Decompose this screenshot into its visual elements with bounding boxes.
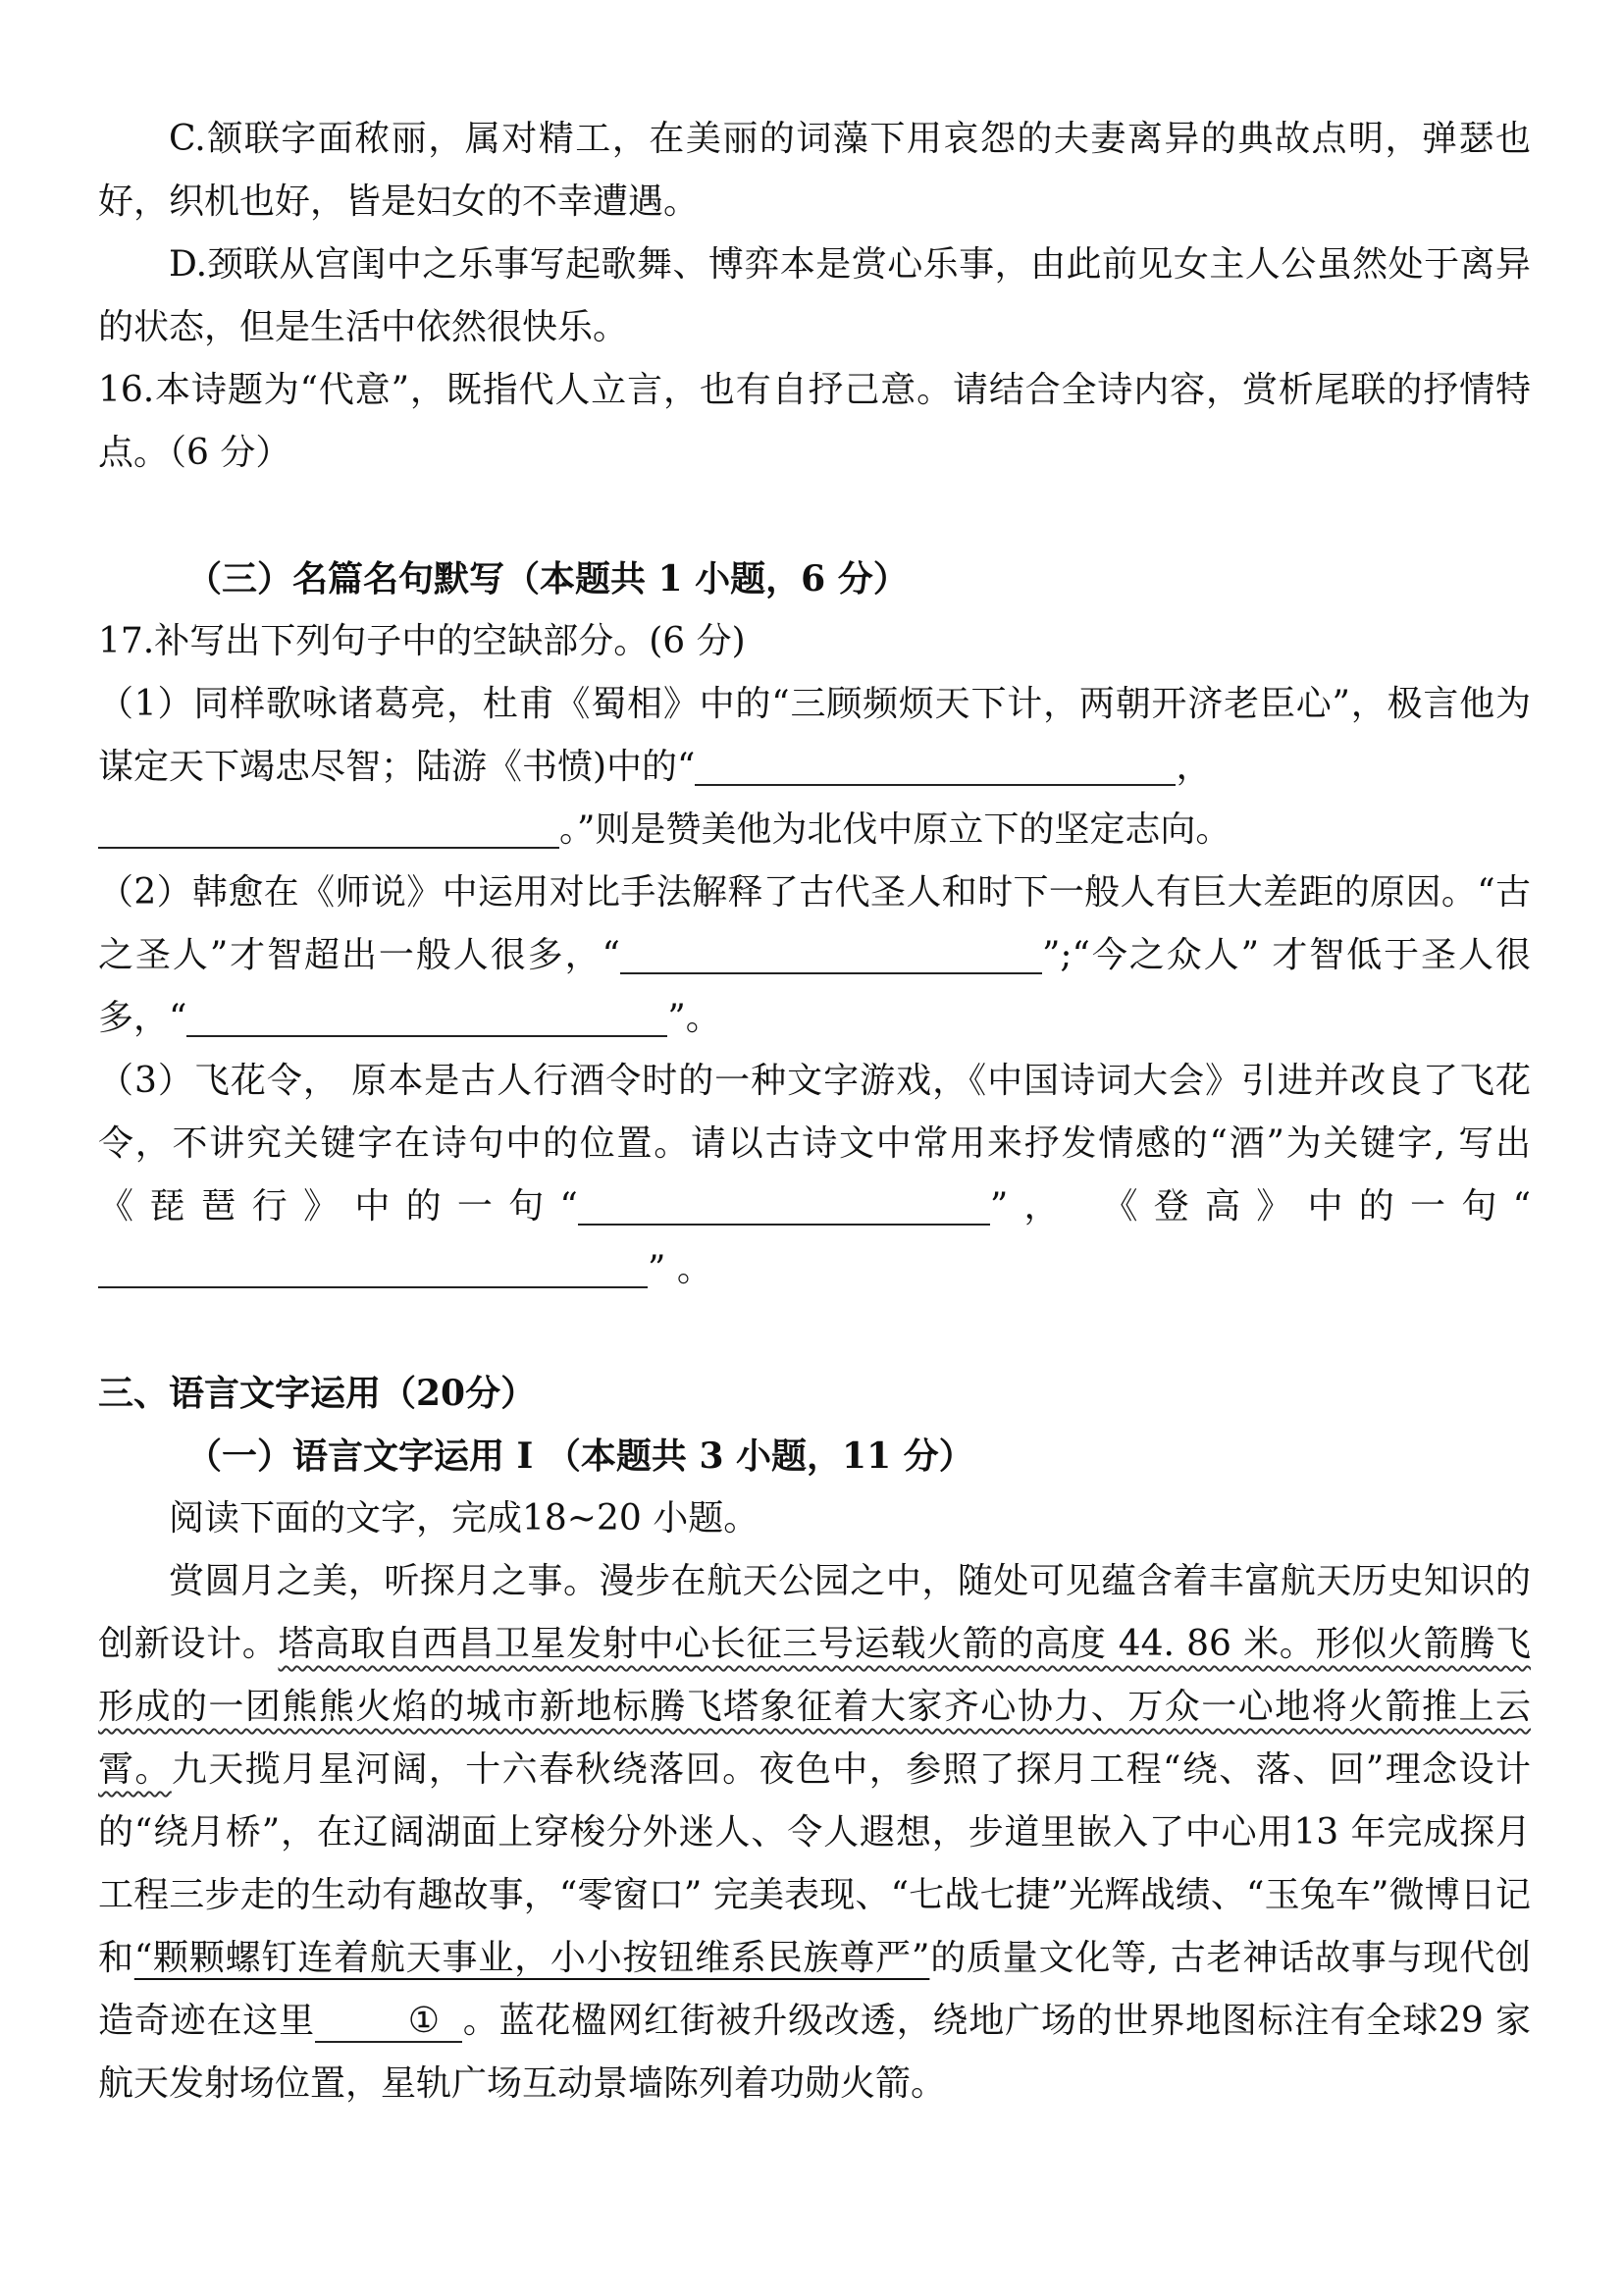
answer-blank[interactable] [695,741,1176,786]
reading-instruction: 阅读下面的文字，完成18~20 小题。 [169,1498,759,1539]
answer-blank[interactable] [620,929,1042,974]
part-3-title: 三、语言文字运用（20分） [98,1373,537,1414]
answer-blank[interactable] [98,1243,648,1288]
answer-blank[interactable] [578,1180,990,1226]
answer-blank[interactable] [98,804,559,849]
q15-option-d: D.颈联从宫闺中之乐事写起歌舞、博弈本是赏心乐事，由此前见女主人公虽然处于离异的状态，但是生活中依然很快乐。 [98,244,1531,347]
section-3-title: （三）名篇名句默写（本题共 1 小题，6 分） [186,558,909,600]
question-17-part-1: （1）同样歌咏诸葛亮，杜甫《蜀相》中的“三顾频烦天下计，两朝开济老臣心”，极言他为谋定天下竭忠尽智；陆游《书愤)中的“ ， 。”则是赞美他为北伐中原立下的坚定志向。 [98,684,1531,850]
blank-marker-1[interactable]: ① [315,2002,462,2043]
q15-option-c: C.颔联字面秾丽，属对精工，在美丽的词藻下用哀怨的夫妻离异的典故点明，弹瑟也好，织机也好，皆是妇女的不幸遭遇。 [98,119,1531,222]
question-16: 16.本诗题为“代意”，既指代人立言，也有自抒己意。请结合全诗内容，赏析尾联的抒情特点。（6 分） [98,370,1531,473]
wavy-underlined-sentence: 塔高取自西昌卫星发射中心长征三号运载火箭的高度 44. 86 米。形似火箭腾飞形成的一团熊熊火焰的城市新地标腾飞塔象征着大家齐心协力、万众一心地将火箭推上云霄。 [98,1624,1531,1790]
answer-blank[interactable] [186,992,667,1037]
subpart-1-title: （一）语言文字运用 I （本题共 3 小题，11 分） [186,1435,974,1477]
question-17-part-3: （3）飞花令， 原本是古人行酒令时的一种文字游戏，《中国诗词大会》引进并改良了飞花令，不讲究关键字在诗句中的位置。请以古诗文中常用来抒发情感的“酒”为关键字, 写出《琵琶行》中的一句“ ”， 《登高》中的一句“” 。 [98,1061,1531,1289]
question-17-part-2: （2）韩愈在《师说》中运用对比手法解释了古代圣人和时下一般人有巨大差距的原因。“古之圣人”才智超出一般人很多，“ ”;“今之众人” 才智低于圣人很多，“ ”。 [98,872,1531,1038]
underlined-quote: “颗颗螺钉连着航天事业，小小按钮维系民族尊严” [133,1938,930,1978]
reading-passage: 赏圆月之美，听探月之事。漫步在航天公园之中，随处可见蕴含着丰富航天历史知识的创新设计。塔高取自西昌卫星发射中心长征三号运载火箭的高度 44. 86 米。形似火箭腾飞形成的一团熊熊火焰的城市新地标腾飞塔象征着大家齐心协力、万众一心地将火箭推上云霄。九天揽月星河阔，十六春秋绕落回。夜色中，参照了探月工程“绕、落、回”理念设计的“绕月桥”，在辽阔湖面上穿梭分外迷人、令人遐想，步道里嵌入了中心用13 年完成探月工程三步走的生动有趣故事，“零窗口” 完美表现、“七战七捷”光辉战绩、“玉兔车”微博日记和“颗颗螺钉连着航天事业，小小按钮维系民族尊严”的质量文化等, 古老神话故事与现代创造奇迹在这里 ① 。蓝花楹网红街被升级改透，绕地广场的世界地图标注有全球29 家航天发射场位置，星轨广场互动景墙陈列着功勋火箭。 [98,1561,1531,2104]
question-17-stem: 17.补写出下列句子中的空缺部分。(6 分) [98,621,746,661]
